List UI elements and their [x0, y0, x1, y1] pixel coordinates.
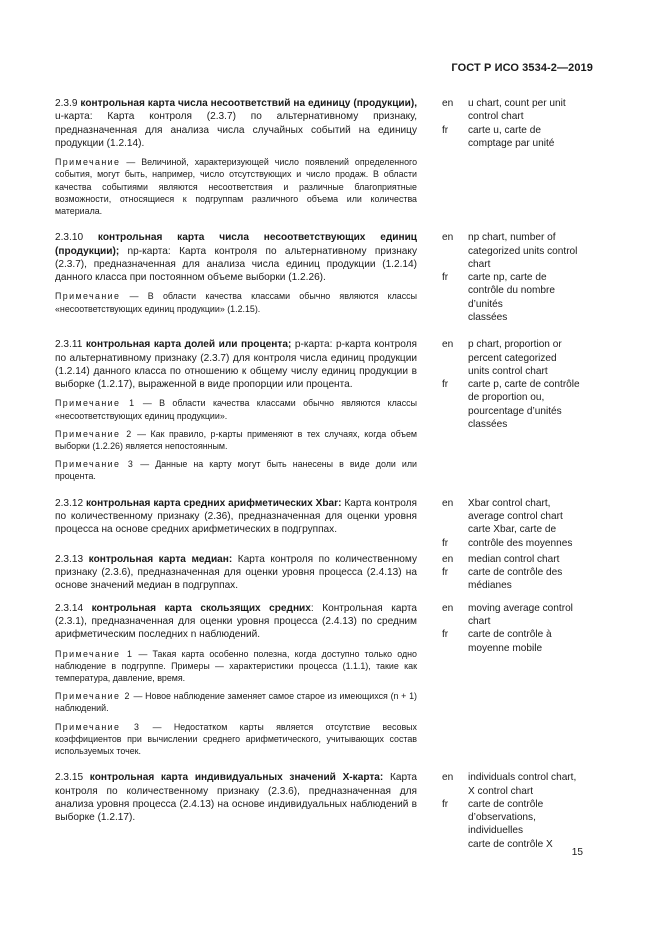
language-code: fr [442, 124, 449, 136]
translation-line: Xbar control chart, [468, 497, 551, 509]
term-definition-column [55, 338, 417, 488]
translation-line: carte u, carte de [468, 124, 541, 136]
note-label: Примечание 3 [55, 459, 135, 470]
translation-line: contrôle des moyennes [468, 537, 573, 549]
term-number: 2.3.14 [55, 602, 84, 614]
translation-line: control chart [468, 111, 524, 123]
document-header: ГОСТ Р ИСО 3534-2—2019 [451, 62, 593, 74]
note-text: — В области качества классами обычно являются классы «несоответствующих единиц продукции». [55, 398, 417, 421]
translation-line: moving average control [468, 602, 573, 614]
translation-line: median control chart [468, 553, 560, 565]
translation-fr [442, 537, 602, 550]
translation-line: de proportion ou, [468, 392, 545, 404]
note-text: — Данные на карту могут быть нанесены в виде доли или процента. [55, 459, 417, 482]
note-text: — Недостатком карты является отсутствие весовых коэффициентов при вычислении среднего арифметического, учитывающих состав используемых точек. [55, 721, 417, 757]
translation-line: moyenne mobile [468, 642, 543, 654]
term-definition [55, 553, 417, 593]
definition-text: Карта контроля по количественному признаку (2.3.6), предназначенная для оценки уровня процесса (2.4.13) на основе значений медиан в подгруппах. [55, 553, 417, 592]
term-name: контрольная карта средних арифметических Xbar: [86, 497, 342, 509]
language-code: fr [442, 798, 449, 810]
translation-line: carte de contrôle des [468, 567, 563, 579]
language-code: fr [442, 629, 449, 641]
translation-en [442, 97, 602, 124]
term-number: 2.3.11 [55, 339, 83, 351]
translations-column [442, 97, 602, 223]
term-number: 2.3.13 [55, 553, 84, 565]
term-definition-column [55, 97, 417, 223]
translation-line: np chart, number of [468, 232, 556, 244]
translation-line: chart [468, 258, 491, 270]
note [55, 290, 417, 314]
term-definition [55, 771, 417, 824]
definition-text: u-карта: Карта контроля (2.3.7) по альтернативному признаку, предназначенная для анализа числа случайных событий на единицу продукции (1.2.14). [55, 111, 417, 149]
translation-fr [442, 271, 602, 324]
page-number: 15 [571, 847, 583, 858]
term-number: 2.3.15 [55, 772, 84, 784]
terms-list [55, 97, 602, 851]
term-definition-column [55, 497, 417, 550]
note-label: Примечание [55, 291, 121, 302]
note [55, 458, 417, 482]
translation-line: categorized units control [468, 245, 578, 257]
definition-text: p-карта: p-карта контроля по альтернативному признаку (2.3.7) для контроля числа единиц продукции (1.2.14) данного класса по отношению к общему числу единиц продукции в выборке (1.2.17), выраженной в виде пропорции или процента. [55, 339, 417, 391]
term-definition [55, 497, 417, 537]
language-code: en [442, 602, 454, 614]
definition-text: Карта контроля по количественному признаку (2.36), предназначенная для оценки уровня процесса на основе средних арифметических в подгруппах. [55, 497, 417, 536]
term-entry [55, 771, 602, 851]
term-entry [55, 97, 602, 223]
translations-column [442, 497, 602, 550]
translation-en [442, 602, 602, 629]
definition-text: np-карта: Карта контроля по альтернативному признаку (2.3.7), предназначенная для анализа числа единиц продукции (1.2.14) данного класса при постоянном объеме выборки (1.2.26). [55, 245, 417, 284]
translation-line: carte de contrôle à [468, 629, 552, 641]
translation-line: individuelles [468, 825, 523, 837]
translation-line: d’unités [468, 298, 503, 310]
translations-column [442, 771, 602, 851]
translation-line: X control chart [468, 785, 534, 797]
translation-line: carte Xbar, carte de [468, 524, 557, 536]
term-entry [55, 231, 602, 324]
translation-line: d’observations, [468, 812, 536, 824]
translation-line: contrôle du nombre [468, 285, 555, 297]
term-entry [55, 497, 602, 550]
term-number: 2.3.10 [55, 232, 84, 244]
term-entry [55, 338, 602, 488]
translation-line: comptage par unité [468, 137, 555, 149]
language-code: fr [442, 379, 449, 391]
language-code: en [442, 232, 454, 244]
note-text: — Как правило, p-карты применяют в тех случаях, когда объем выборки (1.2.26) является непостоянным. [55, 428, 417, 452]
translation-line: u chart, count per unit [468, 98, 566, 109]
term-entry [55, 553, 602, 599]
translation-line: classées [468, 311, 508, 323]
language-code: en [442, 339, 454, 351]
note-text: — Величиной, характеризующей число появлений определенного события, могут быть, например, число отсутствующих и число продаж. В области качества событиями являются несоответствия и различные благоприятные возможности, относящиеся к подгруппам различного объема или количества материала. [55, 157, 417, 216]
language-code: fr [442, 272, 449, 284]
note-label: Примечание [55, 157, 121, 168]
term-name: контрольная карта индивидуальных значений X-карта: [89, 772, 384, 784]
note-text: — Такая карта особенно полезна, когда доступно только одно наблюдение в подгруппе. Примеры — характеристики процесса (1.1.1), такие как температура, давление, время. [55, 648, 417, 684]
term-name: контрольная карта числа несоответствующих единиц (продукции); [55, 232, 417, 257]
translation-fr [442, 798, 602, 851]
note-label: Примечание 2 [55, 428, 133, 439]
note-label: Примечание 1 [55, 648, 134, 659]
note [55, 648, 417, 685]
translations-column [442, 602, 602, 764]
note-text: — В области качества классами обычно являются классы «несоответствующих единиц продукции» (1.2.15). [55, 291, 417, 314]
language-code: en [442, 98, 454, 109]
translation-line: carte de contrôle [468, 798, 544, 810]
translations-column [442, 553, 602, 599]
definition-text: : Контрольная карта (2.3.1), предназначенная для оценки уровня процесса (2.4.13) по средним арифметическим последних n наблюдений. [55, 602, 417, 641]
term-number: 2.3.9 [55, 98, 78, 109]
term-definition [55, 602, 417, 642]
translation-line: pourcentage d’unités [468, 405, 562, 417]
note [55, 428, 417, 452]
language-code: fr [442, 567, 449, 579]
translation-fr [442, 628, 602, 655]
note [55, 156, 417, 217]
translation-line: carte de contrôle X [468, 838, 553, 850]
term-definition [55, 338, 417, 391]
translations-column [442, 338, 602, 488]
language-code: fr [442, 537, 449, 549]
note-label: Примечание 2 [55, 691, 131, 702]
language-code: en [442, 772, 454, 784]
note [55, 721, 417, 758]
language-code: en [442, 553, 454, 565]
language-code: en [442, 497, 454, 509]
translation-fr [442, 566, 602, 593]
translation-line: p chart, proportion or [468, 339, 562, 351]
term-number: 2.3.12 [55, 497, 84, 509]
translation-line: médianes [468, 580, 512, 592]
translation-line: units control chart [468, 365, 548, 377]
translation-line: individuals control chart, [468, 772, 577, 784]
translations-column [442, 231, 602, 324]
definition-text: Карта контроля по количественному признаку (2.3.6), предназначенная для анализа уровня процесса (2.4.13) на основе индивидуальных наблюдений в выборке (1.2.17). [55, 772, 417, 824]
term-entry [55, 602, 602, 764]
translation-line: average control chart [468, 510, 563, 522]
translation-en [442, 231, 602, 271]
translation-fr [442, 378, 602, 431]
translation-line: classées [468, 419, 508, 431]
term-definition [55, 97, 417, 150]
term-definition-column [55, 231, 417, 324]
term-name: контрольная карта медиан: [88, 553, 233, 565]
translation-en [442, 771, 602, 798]
translation-en [442, 553, 602, 566]
term-definition-column [55, 602, 417, 764]
term-definition-column [55, 771, 417, 851]
note [55, 397, 417, 421]
term-name: контрольная карта скользящих средних [91, 602, 311, 614]
translation-line: percent categorized [468, 352, 557, 364]
term-definition [55, 231, 417, 284]
term-definition-column [55, 553, 417, 599]
translation-fr [442, 124, 602, 151]
translation-en [442, 338, 602, 378]
term-name: контрольная карта числа несоответствий на единицу (продукции), [80, 98, 417, 109]
note-text: — Новое наблюдение заменяет самое старое из имеющихся (n + 1) наблюдений. [55, 691, 417, 714]
note-label: Примечание 3 [55, 721, 141, 732]
note-label: Примечание 1 [55, 398, 136, 409]
term-name: контрольная карта долей или процента; [85, 339, 292, 351]
translation-line: chart [468, 616, 491, 628]
translation-line: carte p, carte de contrôle [468, 379, 580, 391]
note [55, 690, 417, 714]
translation-line: carte np, carte de [468, 272, 547, 284]
translation-en [442, 497, 602, 537]
